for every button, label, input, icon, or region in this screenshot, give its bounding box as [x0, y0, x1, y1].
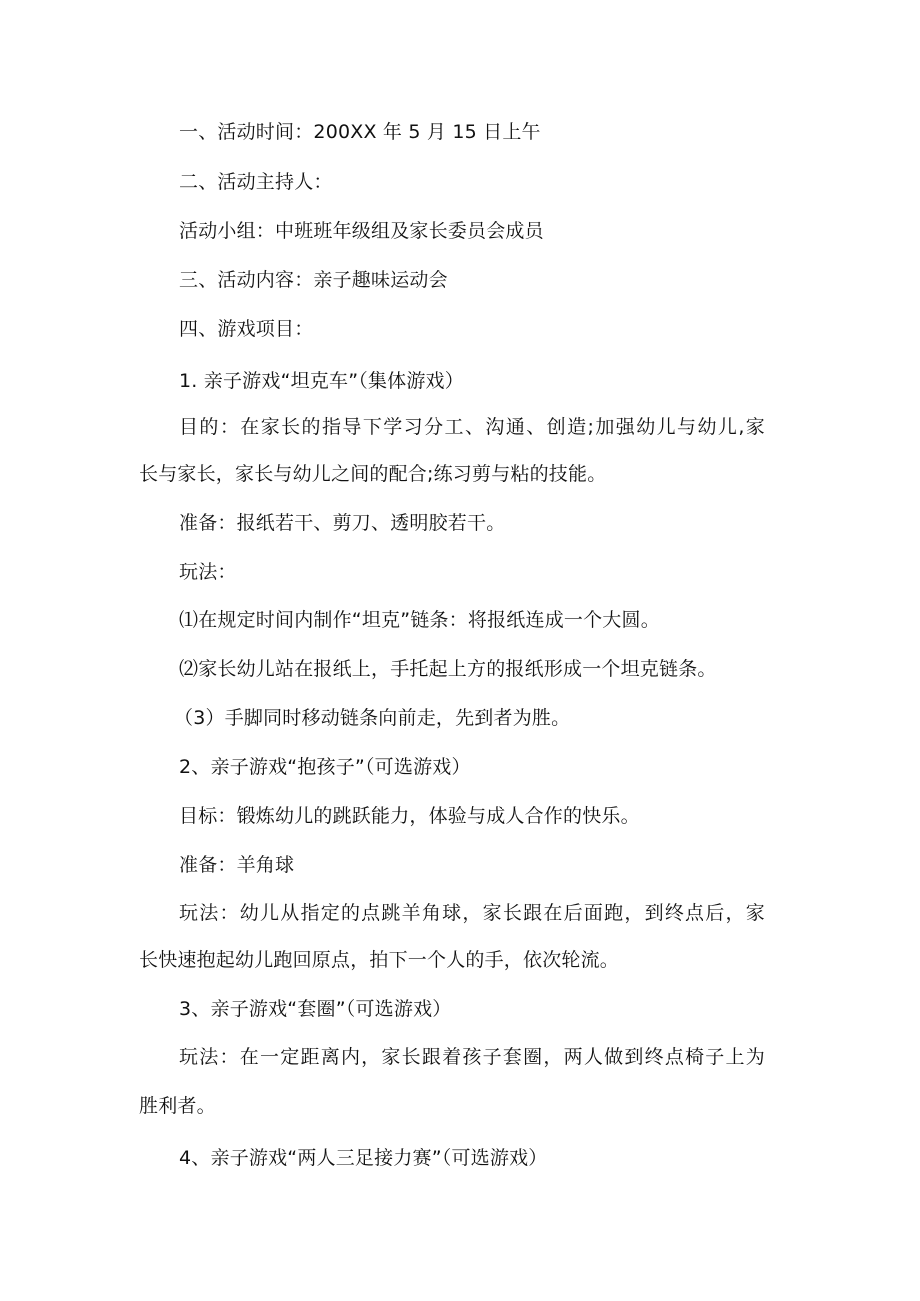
game-1-purpose: 目的：在家长的指导下学习分工、沟通、创造;加强幼儿与幼儿,家: [179, 416, 765, 438]
game-2-play: 玩法：幼儿从指定的点跳羊角球，家长跟在后面跑，到终点后，家: [179, 902, 765, 924]
game-items-heading: 四、游戏项目：: [179, 318, 314, 340]
activity-time: 一、活动时间：200XX 年 5 月 15 日上午: [179, 121, 541, 143]
activity-group: 活动小组：中班班年级组及家长委员会成员: [179, 220, 544, 242]
game-2-goal: 目标：锻炼幼儿的跳跃能力，体验与成人合作的快乐。: [179, 805, 640, 827]
game-1-play-heading: 玩法：: [179, 561, 237, 583]
game-1-title: 1. 亲子游戏“坦克车”（集体游戏）: [179, 370, 464, 392]
game-1-step-2: ⑵家长幼儿站在报纸上，手托起上方的报纸形成一个坦克链条。: [179, 658, 717, 680]
game-2-prep: 准备：羊角球: [179, 854, 295, 876]
game-1-prep: 准备：报纸若干、剪刀、透明胶若干。: [179, 512, 506, 534]
game-3-title: 3、亲子游戏“套圈”（可选游戏）: [179, 998, 452, 1020]
game-4-title: 4、亲子游戏“两人三足接力赛”（可选游戏）: [179, 1147, 548, 1169]
activity-content: 三、活动内容：亲子趣味运动会: [179, 269, 448, 291]
game-1-step-1: ⑴在规定时间内制作“坦克”链条：将报纸连成一个大圆。: [179, 609, 660, 631]
activity-host: 二、活动主持人：: [179, 171, 333, 193]
game-1-step-3: （3）手脚同时移动链条向前走，先到者为胜。: [174, 707, 571, 729]
game-1-purpose-cont: 长与家长，家长与幼儿之间的配合;练习剪与粘的技能。: [139, 463, 607, 485]
game-2-title: 2、亲子游戏“抱孩子”（可选游戏）: [179, 756, 471, 778]
game-3-play-cont: 胜利者。: [139, 1095, 216, 1117]
game-3-play: 玩法：在一定距离内，家长跟着孩子套圈，两人做到终点椅子上为: [179, 1046, 765, 1068]
game-2-play-cont: 长快速抱起幼儿跑回原点，拍下一个人的手，依次轮流。: [139, 949, 620, 971]
